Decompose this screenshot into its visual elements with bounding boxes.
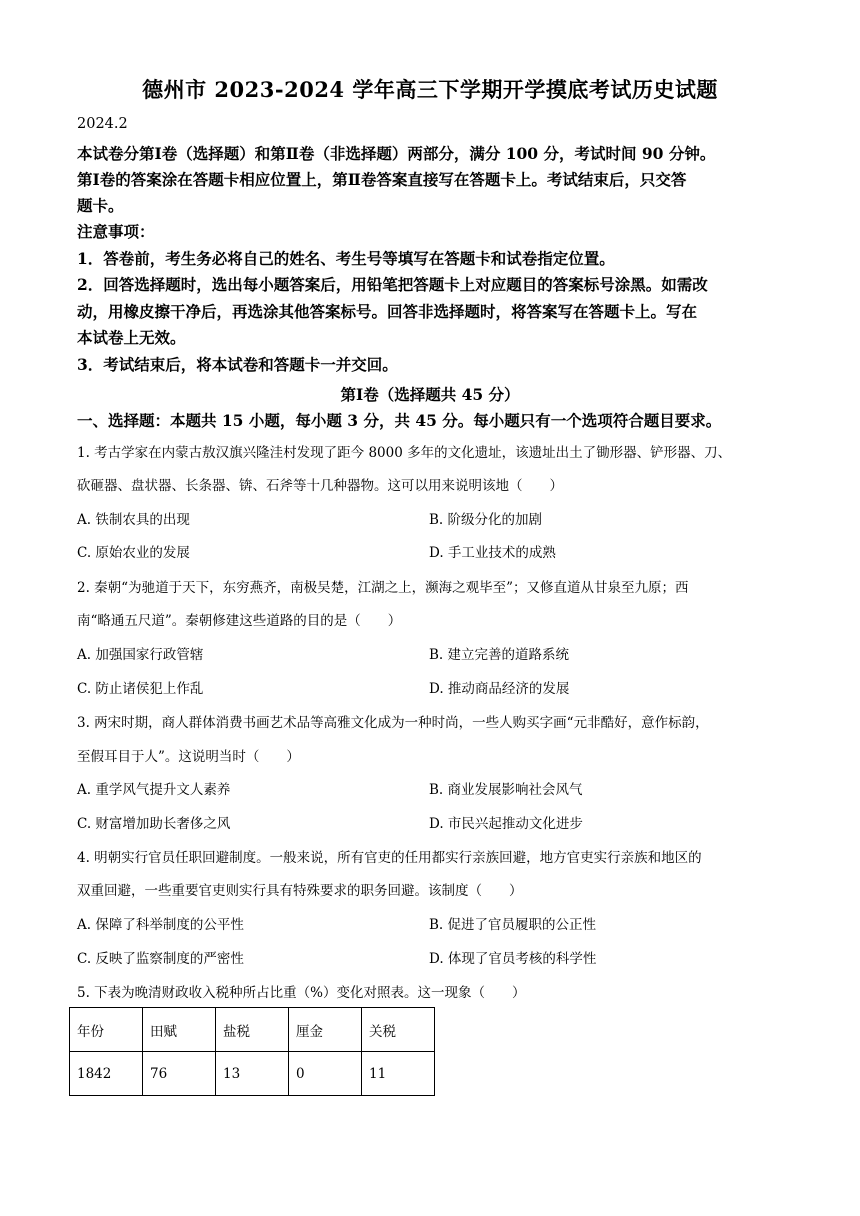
question-2-option-b: B. 建立完善的道路系统 [429, 647, 570, 663]
question-3-option-c: C. 财富增加助长奢侈之风 [77, 816, 231, 832]
intro-line: 题卡。 [77, 196, 124, 215]
question-3-option-d: D. 市民兴起推动文化进步 [429, 816, 583, 832]
table-row [70, 1052, 435, 1096]
notes-line: 2．回答选择题时，选出每小题答案后，用铅笔把答题卡上对应题目的答案标号涂黑。如需改 [77, 275, 708, 294]
intro-line: 第Ⅰ卷的答案涂在答题卡相应位置上，第Ⅱ卷答案直接写在答题卡上。考试结束后，只交答 [77, 170, 687, 189]
question-4-option-b: B. 促进了官员履职的公正性 [429, 917, 597, 933]
question-2-stem: 2. 秦朝“为驰道于天下，东穷燕齐，南极吴楚，江湖之上，濒海之观毕至”；又修直道从甘泉至九原；西 [77, 580, 689, 596]
question-2-stem: 南“略通五尺道”。秦朝修建这些道路的目的是（ ） [77, 613, 402, 629]
notes-heading: 注意事项： [77, 222, 155, 241]
table-cell: 13 [216, 1052, 289, 1096]
table-cell: 76 [143, 1052, 216, 1096]
notes-line: 动，用橡皮擦干净后，再选涂其他答案标号。回答非选择题时，将答案写在答题卡上。写在 [77, 302, 698, 321]
question-5-stem: 5. 下表为晚清财政收入税种所占比重（%）变化对照表。这一现象（ ） [77, 985, 526, 1001]
notes-line: 1．答卷前，考生务必将自己的姓名、考生号等填写在答题卡和试卷指定位置。 [77, 249, 615, 268]
question-1-stem: 砍砸器、盘状器、长条器、锛、石斧等十几种器物。这可以用来说明该地（ ） [77, 478, 563, 494]
question-4-option-a: A. 保障了科举制度的公平性 [77, 917, 244, 933]
table-header-cell: 年份 [70, 1008, 143, 1052]
table-cell: 11 [362, 1052, 435, 1096]
question-3-option-b: B. 商业发展影响社会风气 [429, 782, 583, 798]
question-3-stem: 3. 两宋时期，商人群体消费书画艺术品等高雅文化成为一种时尚，一些人购买字画“元非酷好，意作标韵， [77, 715, 709, 731]
intro-line: 本试卷分第Ⅰ卷（选择题）和第Ⅱ卷（非选择题）两部分，满分 100 分，考试时间 90 分钟。 [77, 144, 716, 163]
notes-line: 本试卷上无效。 [77, 328, 186, 347]
question-3-option-a: A. 重学风气提升文人素养 [77, 782, 231, 798]
notes-line: 3．考试结束后，将本试卷和答题卡一并交回。 [77, 355, 398, 374]
table-header-cell: 田赋 [143, 1008, 216, 1052]
question-3-stem: 至假耳目于人”。这说明当时（ ） [77, 749, 300, 765]
question-2-option-a: A. 加强国家行政管辖 [77, 647, 204, 663]
table-header-cell: 盐税 [216, 1008, 289, 1052]
question-1-option-d: D. 手工业技术的成熟 [429, 545, 556, 561]
question-2-option-d: D. 推动商品经济的发展 [429, 681, 570, 697]
question-4-stem: 4. 明朝实行官员任职回避制度。一般来说，所有官吏的任用都实行亲族回避，地方官吏实行亲族和地区的 [77, 850, 702, 866]
table-header-cell: 关税 [362, 1008, 435, 1052]
exam-title: 德州市 2023-2024 学年高三下学期开学摸底考试历史试题 [142, 77, 718, 102]
question-1-option-b: B. 阶级分化的加剧 [429, 512, 543, 528]
table-header-row [70, 1008, 435, 1052]
question-2-option-c: C. 防止诸侯犯上作乱 [77, 681, 204, 697]
question-4-option-d: D. 体现了官员考核的科学性 [429, 951, 597, 967]
table-cell: 1842 [70, 1052, 143, 1096]
exam-date: 2024.2 [77, 116, 128, 132]
tax-table [69, 1007, 435, 1096]
question-4-stem: 双重回避，一些重要官吏则实行具有特殊要求的职务回避。该制度（ ） [77, 883, 523, 899]
section-title: 第Ⅰ卷（选择题共 45 分） [340, 385, 520, 404]
table-cell: 0 [289, 1052, 362, 1096]
question-1-stem: 1. 考古学家在内蒙古敖汉旗兴隆洼村发现了距今 8000 多年的文化遗址，该遗址出土了锄形器、铲形器、刀、 [77, 445, 732, 461]
question-1-option-c: C. 原始农业的发展 [77, 545, 190, 561]
question-1-option-a: A. 铁制农具的出现 [77, 512, 190, 528]
table-header-cell: 厘金 [289, 1008, 362, 1052]
question-4-option-c: C. 反映了监察制度的严密性 [77, 951, 244, 967]
section-instruction: 一、选择题：本题共 15 小题，每小题 3 分，共 45 分。每小题只有一个选项符合题目要求。 [77, 411, 722, 430]
